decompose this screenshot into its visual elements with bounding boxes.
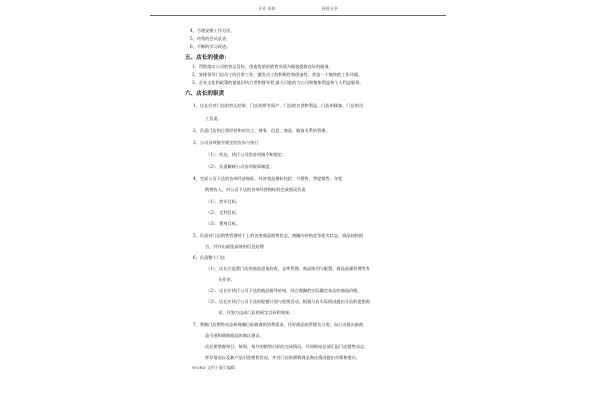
list-item: 2、负责门店的日常经营和对员工、财务、信息、商品、顾客关系的管理。	[193, 128, 330, 133]
list-item: （3）、费用目标。	[206, 221, 241, 226]
page-footer: WORD 文档下载可编辑	[192, 365, 235, 370]
list-item: 6、不断的学习改进。	[190, 44, 231, 49]
list-item: 7、掌握门店销售动态和商圈目标顾客的消费需求，作好商品的管理及分类；向公司提出新商	[193, 322, 364, 327]
list-item: （1）、店长应监督门店的商品进货验收、仓库管理、商品陈列与配置、商品质量管理等有	[206, 266, 370, 271]
section-heading-mission: 五、店长的使命：	[185, 55, 230, 61]
list-item: 3、公司各项指令规定的宣布与执行	[193, 140, 259, 145]
header-right-text: 资料分享	[321, 6, 338, 11]
document-page	[150, 0, 446, 400]
list-item: 2、安排领导门店员工的日常工作，激发员工的积极性和创造性，营造一个愉快的工作环境。	[192, 72, 363, 77]
list-item: 合，并作出最佳高效的信息处理	[205, 244, 264, 249]
section-heading-duties: 六、店长的职责	[185, 91, 225, 97]
list-item: 工负责。	[205, 116, 222, 121]
list-item: 店长要掌握每日、每周、每月的销售目标的完成情况，并同时向总部汇报门店销售动态、	[205, 344, 369, 349]
list-item: （3）、店长应执行公司下达的促销计划与促销活动，根据分店实际情况提出分店的促销需	[206, 299, 370, 304]
list-item: （2）、毛利目标；	[206, 210, 241, 215]
list-item: （2）、店长应执行公司下达的商品指导价格，结合商圈的实际确定本店的商品价格，	[206, 288, 362, 293]
list-item: 4、完成公司下达的各项经济指标，经济效益指标包括：月销售、季度销售、年度	[193, 176, 343, 181]
list-item: （2）、负责解释公司各项规章制度。	[206, 164, 274, 169]
header-divider	[150, 15, 446, 16]
list-item: 库存情况以及新产品引进销售状况，并对门店的滞销商品淘汰情况提出对策和建议。	[205, 355, 360, 360]
list-item: 销售收入，对公司下达的各项经营指标的完成情况负责	[205, 187, 306, 192]
list-item: 1、店长应对门店的营运结果、门店的所有资产、门店的名誉和利益、门店的顾客、门店的员	[193, 103, 364, 108]
list-item: （1）、传达、执行公司的各项指令和规定；	[206, 152, 287, 157]
header-left-text: 专业 资料	[258, 6, 276, 11]
list-item: 关作业；	[218, 277, 235, 282]
list-item: 品引进和滞销商品的淘汰建议。	[205, 333, 264, 338]
list-item: 求，并努力达成门店的预定目标和效果。	[218, 310, 294, 315]
list-item: 1、贯彻落实公司的营运目标，创造优质的销售业绩为顾客提供良好的服务。	[192, 64, 333, 69]
list-item: 5、负责对门店销售管理对于上的各类商品销售状态，商圈内价格竞争优劣状态，商品结构组	[193, 233, 364, 238]
list-item: （1）、营业目标；	[206, 199, 241, 204]
list-item: 6、负责整个门店	[193, 255, 225, 260]
list-item: 5、经常的会员反省，	[190, 36, 231, 41]
list-item: 4、合理安排工作方法，	[190, 28, 235, 33]
list-item: 3、企业文化和政策的最基层执行者和督导者,最大可能的为公司和集体利益和个人利益服务。	[192, 80, 364, 85]
